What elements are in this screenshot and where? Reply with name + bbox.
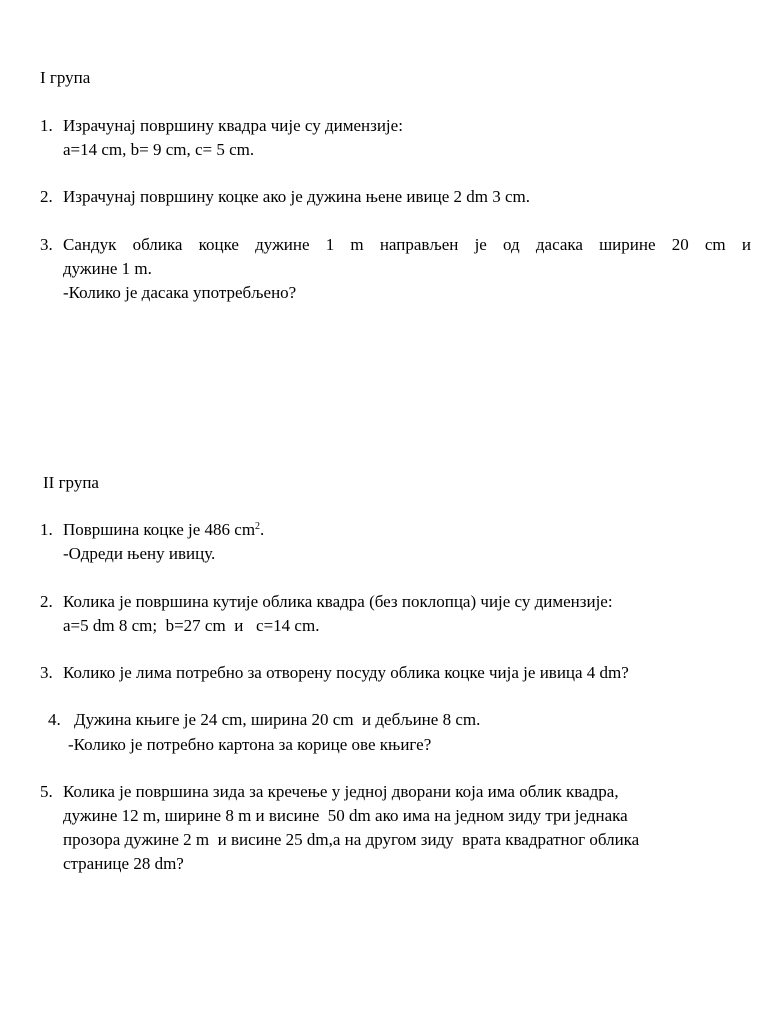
group1-q2-text: Израчунај површину коцке ако је дужина њене ивице 2 dm 3 cm. bbox=[63, 187, 531, 206]
group2-q5-text-line3: прозора дужине 2 m и висине 25 dm,а на другом зиду врата квадратног облика bbox=[63, 830, 640, 849]
group1-q3-subquestion: -Колико је дасака употребљено? bbox=[63, 283, 297, 302]
group1-q1-text: Израчунај површину квадра чије су димензије: bbox=[63, 116, 403, 135]
group2-title: II група bbox=[43, 473, 99, 492]
group2-q3-text: Колико је лима потребно за отворену посуду облика коцке чија је ивица 4 dm? bbox=[63, 663, 629, 682]
word: и bbox=[741, 235, 751, 254]
group2-q3-number: 3. bbox=[40, 663, 53, 682]
group2-q5-text-line1: Колика је површина зида за кречење у једној дворани која има облик квадра, bbox=[63, 782, 619, 801]
word: 20 bbox=[671, 235, 689, 254]
word: 1 bbox=[325, 235, 335, 254]
group2-q5-number: 5. bbox=[40, 782, 53, 801]
group2-q1-text bbox=[63, 520, 264, 540]
group2-q1-number: 1. bbox=[40, 520, 53, 539]
group1-q1-dimensions: a=14 cm, b= 9 cm, c= 5 cm. bbox=[63, 140, 255, 159]
group2-q2-dimensions: a=5 dm 8 cm; b=27 cm и c=14 cm. bbox=[63, 616, 320, 635]
group1-q2-number: 2. bbox=[40, 187, 53, 206]
group2-q1-text-main: Површина коцке је 486 cm bbox=[63, 520, 256, 539]
word: Сандук bbox=[63, 235, 117, 254]
group2-q2-number: 2. bbox=[40, 592, 53, 611]
word: ширине bbox=[599, 235, 656, 254]
group1-q1-number: 1. bbox=[40, 116, 53, 135]
group2-q1-text-end: . bbox=[260, 520, 265, 539]
word: је bbox=[474, 235, 487, 254]
superscript-exponent: 2 bbox=[255, 521, 261, 532]
group2-q4-number: 4. bbox=[48, 710, 61, 729]
group1-q3-text-justified bbox=[63, 235, 751, 255]
group1-q3-number: 3. bbox=[40, 235, 53, 254]
group2-q5-text-line2: дужине 12 m, ширине 8 m и висине 50 dm ако има на једном зиду три једнака bbox=[63, 806, 628, 825]
group2-q1-subquestion: -Одреди њену ивицу. bbox=[63, 544, 216, 563]
word: дасака bbox=[535, 235, 583, 254]
group1-title: I група bbox=[40, 68, 91, 87]
group2-q2-text: Колика је површина кутије облика квадра (без поклопца) чије су димензије: bbox=[63, 592, 613, 611]
word: cm bbox=[704, 235, 726, 254]
word: m bbox=[350, 235, 364, 254]
word: коцке bbox=[198, 235, 239, 254]
group2-q4-text: Дужина књиге је 24 cm, ширина 20 cm и дебљине 8 cm. bbox=[74, 710, 481, 729]
group2-q4-subquestion: -Колико је потребно картона за корице ове књиге? bbox=[68, 735, 432, 754]
word: облика bbox=[132, 235, 183, 254]
group1-q3-text-continued: дужине 1 m. bbox=[63, 259, 152, 278]
group2-q5-text-line4: странице 28 dm? bbox=[63, 854, 184, 873]
word: направљен bbox=[379, 235, 459, 254]
word: од bbox=[503, 235, 520, 254]
word: дужине bbox=[255, 235, 310, 254]
